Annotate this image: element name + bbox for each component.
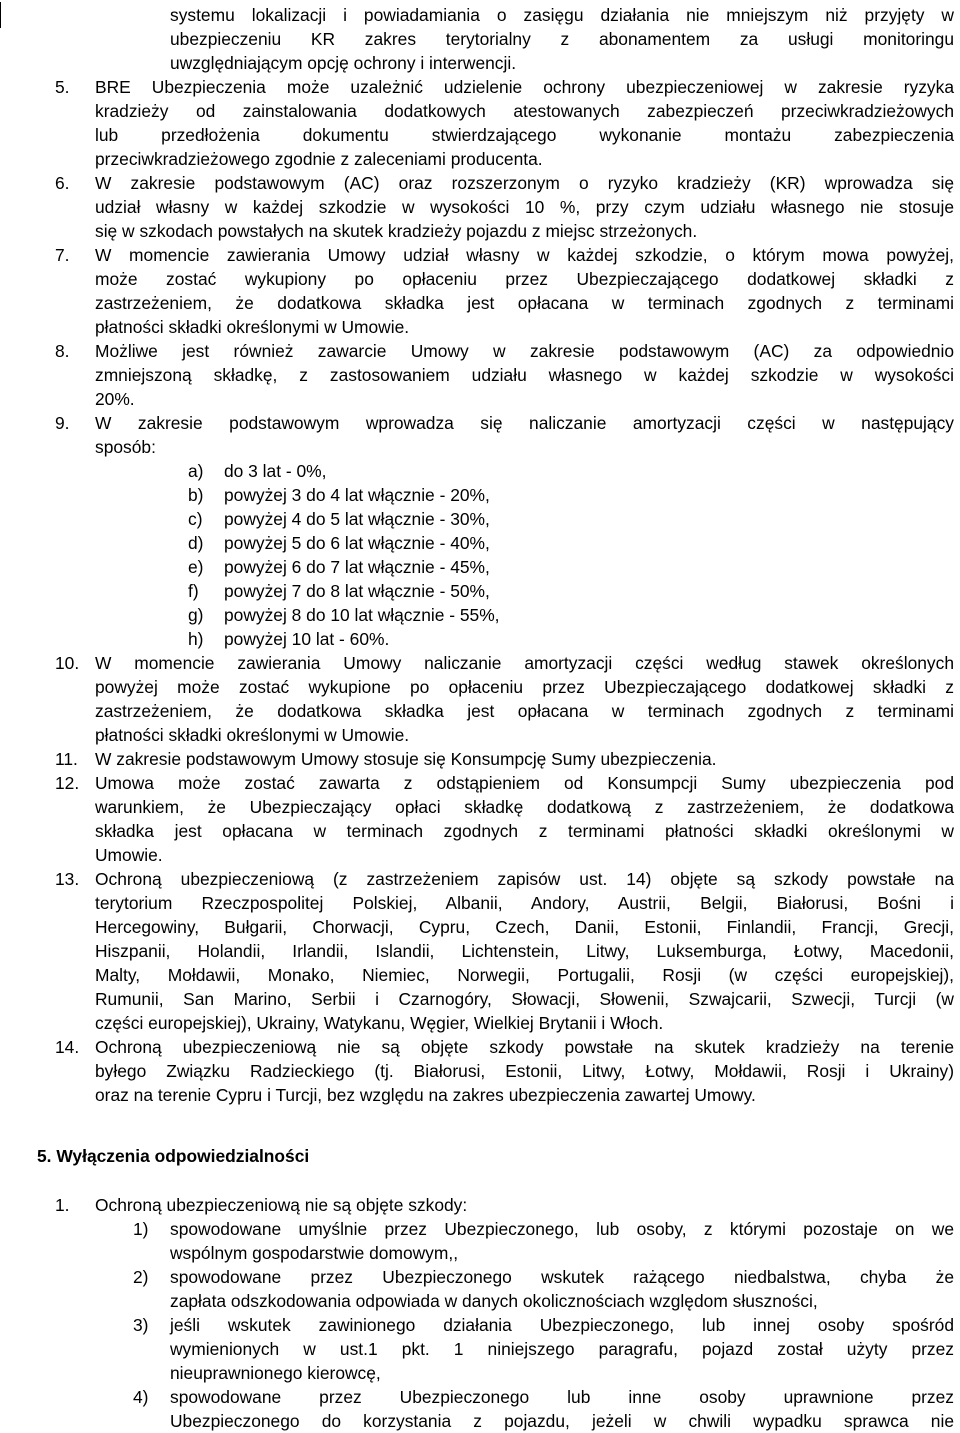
text-line xyxy=(0,1313,960,1337)
text-line xyxy=(0,147,960,171)
line-text: warunkiem, że Ubezpieczający opłaci składkę dodatkową z zastrzeżeniem, że dodatkowa xyxy=(95,797,954,817)
line-text: powyżej 8 do 10 lat włącznie - 55%, xyxy=(224,605,500,625)
text-line xyxy=(0,1361,960,1385)
list-number: 1) xyxy=(133,1219,149,1239)
line-text: płatności składki określonymi w Umowie. xyxy=(95,317,410,337)
text-line xyxy=(0,291,960,315)
text-line xyxy=(0,483,960,507)
list-number: 8. xyxy=(55,341,70,361)
text-line xyxy=(0,939,960,963)
list-number: 14. xyxy=(55,1037,80,1057)
text-line xyxy=(0,795,960,819)
line-text: powyżej 6 do 7 lat włącznie - 45%, xyxy=(224,557,490,577)
list-number: 11. xyxy=(55,749,78,769)
line-text: spowodowane przez Ubezpieczonego wskutek rażącego niedbalstwa, chyba że xyxy=(170,1267,954,1287)
line-text: jeśli wskutek zawinionego działania Ubezpieczonego, lub innej osoby spośród xyxy=(170,1315,954,1335)
text-line xyxy=(0,1083,960,1107)
line-text: może zostać wykupiony po opłaceniu przez Ubezpieczającego dodatkowej składki z xyxy=(95,269,954,289)
text-line xyxy=(0,747,960,771)
line-text: zmniejszoną składkę, z zastosowaniem udziału własnego w każdej szkodzie w wysokości xyxy=(95,365,954,385)
line-text: terytorium Rzeczpospolitej Polskiej, Albanii, Andory, Austrii, Belgii, Białorusi, Bośni i xyxy=(95,893,954,913)
line-text: W zakresie podstawowym wprowadza się naliczanie amortyzacji części w następujący xyxy=(95,413,954,433)
text-line xyxy=(0,771,960,795)
text-line xyxy=(0,1289,960,1313)
text-line xyxy=(0,891,960,915)
list-number: c) xyxy=(188,509,203,529)
list-number: 13. xyxy=(55,869,80,889)
text-line xyxy=(0,603,960,627)
text-line xyxy=(0,723,960,747)
line-text: BRE Ubezpieczenia może uzależnić udzielenie ochrony ubezpieczeniowej w zakresie ryzyka xyxy=(95,77,954,97)
section-heading xyxy=(0,1144,960,1168)
text-line xyxy=(0,555,960,579)
line-text: Hercegowiny, Bułgarii, Chorwacji, Cypru, Czech, Danii, Estonii, Finlandii, Francji, Grecji, xyxy=(95,917,954,937)
text-line xyxy=(0,699,960,723)
list-number: 7. xyxy=(55,245,70,265)
line-text: wymienionych w ust.1 pkt. 1 niniejszego paragrafu, pojazd został użyty przez xyxy=(170,1339,954,1359)
line-text: Ochroną ubezpieczeniową nie są objęte szkody powstałe na skutek kradzieży na terenie xyxy=(95,1037,954,1057)
text-line xyxy=(0,819,960,843)
line-text: Hiszpanii, Holandii, Irlandii, Islandii, Lichtenstein, Litwy, Luksemburga, Łotwy, Macedonii, xyxy=(95,941,954,961)
list-number: 4) xyxy=(133,1387,149,1407)
text-line xyxy=(0,1337,960,1361)
list-number: 6. xyxy=(55,173,70,193)
text-line xyxy=(0,171,960,195)
line-text: zastrzeżeniem, że dodatkowa składka jest opłacana w terminach zgodnych z terminami xyxy=(95,293,954,313)
text-line xyxy=(0,843,960,867)
line-text: 5. Wyłączenia odpowiedzialności xyxy=(37,1146,310,1166)
line-text: W zakresie podstawowym (AC) oraz rozszerzonym o ryzyko kradzieży (KR) wprowadza się xyxy=(95,173,954,193)
line-text: spowodowane przez Ubezpieczonego lub inne osoby uprawnione przez xyxy=(170,1387,954,1407)
line-text: powyżej 4 do 5 lat włącznie - 30%, xyxy=(224,509,490,529)
list-number: 9. xyxy=(55,413,70,433)
line-text: Umowa może zostać zawarta z odstąpieniem od Konsumpcji Sumy ubezpieczenia pod xyxy=(95,773,954,793)
line-text: powyżej może zostać wykupione po opłaceniu przez Ubezpieczającego dodatkowej składki z xyxy=(95,677,954,697)
text-line xyxy=(0,267,960,291)
line-text: Możliwe jest również zawarcie Umowy w zakresie podstawowym (AC) za odpowiednio xyxy=(95,341,954,361)
text-line xyxy=(0,195,960,219)
text-line xyxy=(0,363,960,387)
line-text: W zakresie podstawowym Umowy stosuje się Konsumpcję Sumy ubezpieczenia. xyxy=(95,749,717,769)
list-number: 12. xyxy=(55,773,80,793)
line-text: powyżej 10 lat - 60%. xyxy=(224,629,390,649)
line-text: zastrzeżeniem, że dodatkowa składka jest opłacana w terminach zgodnych z terminami xyxy=(95,701,954,721)
line-text: oraz na terenie Cypru i Turcji, bez względu na zakres ubezpieczenia zawartej Umowy. xyxy=(95,1085,756,1105)
line-text: powyżej 3 do 4 lat włącznie - 20%, xyxy=(224,485,490,505)
text-line xyxy=(0,315,960,339)
line-text: przeciwkradzieżowego zgodnie z zaleceniami producenta. xyxy=(95,149,543,169)
line-text: Ubezpieczonego do korzystania z pojazdu, jeżeli w chwili wypadku sprawca nie xyxy=(170,1411,954,1431)
line-text: udział własny w każdej szkodzie w wysokości 10 %, przy czym udziału własnego nie stosuje xyxy=(95,197,954,217)
text-line xyxy=(0,1193,960,1217)
text-line xyxy=(0,1011,960,1035)
line-text: Umowie. xyxy=(95,845,163,865)
text-line xyxy=(0,219,960,243)
list-number: e) xyxy=(188,557,204,577)
text-line xyxy=(0,459,960,483)
text-line xyxy=(0,987,960,1011)
line-text: uwzględniającym opcję ochrony i interwencji. xyxy=(170,53,517,73)
list-number: 3) xyxy=(133,1315,149,1335)
text-line xyxy=(0,123,960,147)
text-line xyxy=(0,1241,960,1265)
text-line xyxy=(0,1035,960,1059)
line-text: Malty, Mołdawii, Monako, Niemiec, Norwegii, Portugalii, Rosji (w części europejskiej), xyxy=(95,965,954,985)
text-line xyxy=(0,1409,960,1433)
line-text: Rumunii, San Marino, Serbii i Czarnogóry, Słowacji, Słowenii, Szwajcarii, Szwecji, Turcji (w xyxy=(95,989,954,1009)
line-text: W momencie zawierania Umowy naliczanie amortyzacji części według stawek określonych xyxy=(95,653,954,673)
line-text: systemu lokalizacji i powiadamiania o zasięgu działania nie mniejszym niż przyjęty w xyxy=(170,5,954,25)
line-text: Ochroną ubezpieczeniową nie są objęte szkody: xyxy=(95,1195,468,1215)
list-number: 1. xyxy=(55,1195,70,1215)
line-text: wspólnym gospodarstwie domowym,, xyxy=(170,1243,459,1263)
text-line xyxy=(0,1385,960,1409)
list-number: 2) xyxy=(133,1267,149,1287)
line-text: ubezpieczeniu KR zakres terytorialny z abonamentem za usługi monitoringu xyxy=(170,29,954,49)
list-number: a) xyxy=(188,461,204,481)
line-text: do 3 lat - 0%, xyxy=(224,461,327,481)
text-line xyxy=(0,1217,960,1241)
text-line xyxy=(0,531,960,555)
line-text: składka jest opłacana w terminach zgodnych z terminami płatności składki określonymi w xyxy=(95,821,954,841)
line-text: nieuprawnionego kierowcę, xyxy=(170,1363,381,1383)
line-text: 20%. xyxy=(95,389,135,409)
line-text: byłego Związku Radzieckiego (tj. Białorusi, Estonii, Litwy, Łotwy, Mołdawii, Rosji i Ukrainy) xyxy=(95,1061,954,1081)
text-line xyxy=(0,27,960,51)
text-line xyxy=(0,915,960,939)
text-line xyxy=(0,411,960,435)
text-line xyxy=(0,1265,960,1289)
line-text: płatności składki określonymi w Umowie. xyxy=(95,725,410,745)
list-number: d) xyxy=(188,533,204,553)
text-line xyxy=(0,867,960,891)
line-text: powyżej 7 do 8 lat włącznie - 50%, xyxy=(224,581,490,601)
list-number: h) xyxy=(188,629,204,649)
text-line xyxy=(0,1059,960,1083)
text-line xyxy=(0,675,960,699)
line-text: części europejskiej), Ukrainy, Watykanu, Węgier, Wielkiej Brytanii i Włoch. xyxy=(95,1013,664,1033)
text-line xyxy=(0,51,960,75)
line-text: powyżej 5 do 6 lat włącznie - 40%, xyxy=(224,533,490,553)
text-line xyxy=(0,579,960,603)
line-text: W momencie zawierania Umowy udział własny w każdej szkodzie, o którym mowa powyżej, xyxy=(95,245,954,265)
list-number: g) xyxy=(188,605,204,625)
text-line xyxy=(0,243,960,267)
text-line xyxy=(0,435,960,459)
line-text: spowodowane umyślnie przez Ubezpieczonego, lub osoby, z którymi pozostaje on we xyxy=(170,1219,954,1239)
list-number: b) xyxy=(188,485,204,505)
line-text: sposób: xyxy=(95,437,156,457)
text-line xyxy=(0,99,960,123)
list-number: 5. xyxy=(55,77,70,97)
text-line xyxy=(0,339,960,363)
text-line xyxy=(0,507,960,531)
list-number: f) xyxy=(188,581,199,601)
text-line xyxy=(0,963,960,987)
text-line xyxy=(0,75,960,99)
line-text: lub przedłożenia dokumentu stwierdzającego wykonanie montażu zabezpieczenia xyxy=(95,125,954,145)
text-line xyxy=(0,387,960,411)
line-text: się w szkodach powstałych na skutek kradzieży pojazdu z miejsc strzeżonych. xyxy=(95,221,698,241)
text-line xyxy=(0,627,960,651)
list-number: 10. xyxy=(55,653,80,673)
line-text: kradzieży od zainstalowania dodatkowych atestowanych zabezpieczeń przeciwkradzieżowych xyxy=(95,101,954,121)
text-line xyxy=(0,3,960,27)
text-line xyxy=(0,651,960,675)
line-text: Ochroną ubezpieczeniową (z zastrzeżeniem zapisów ust. 14) objęte są szkody powstałe na xyxy=(95,869,954,889)
line-text: zapłata odszkodowania odpowiada w danych okolicznościach względom słuszności, xyxy=(170,1291,818,1311)
